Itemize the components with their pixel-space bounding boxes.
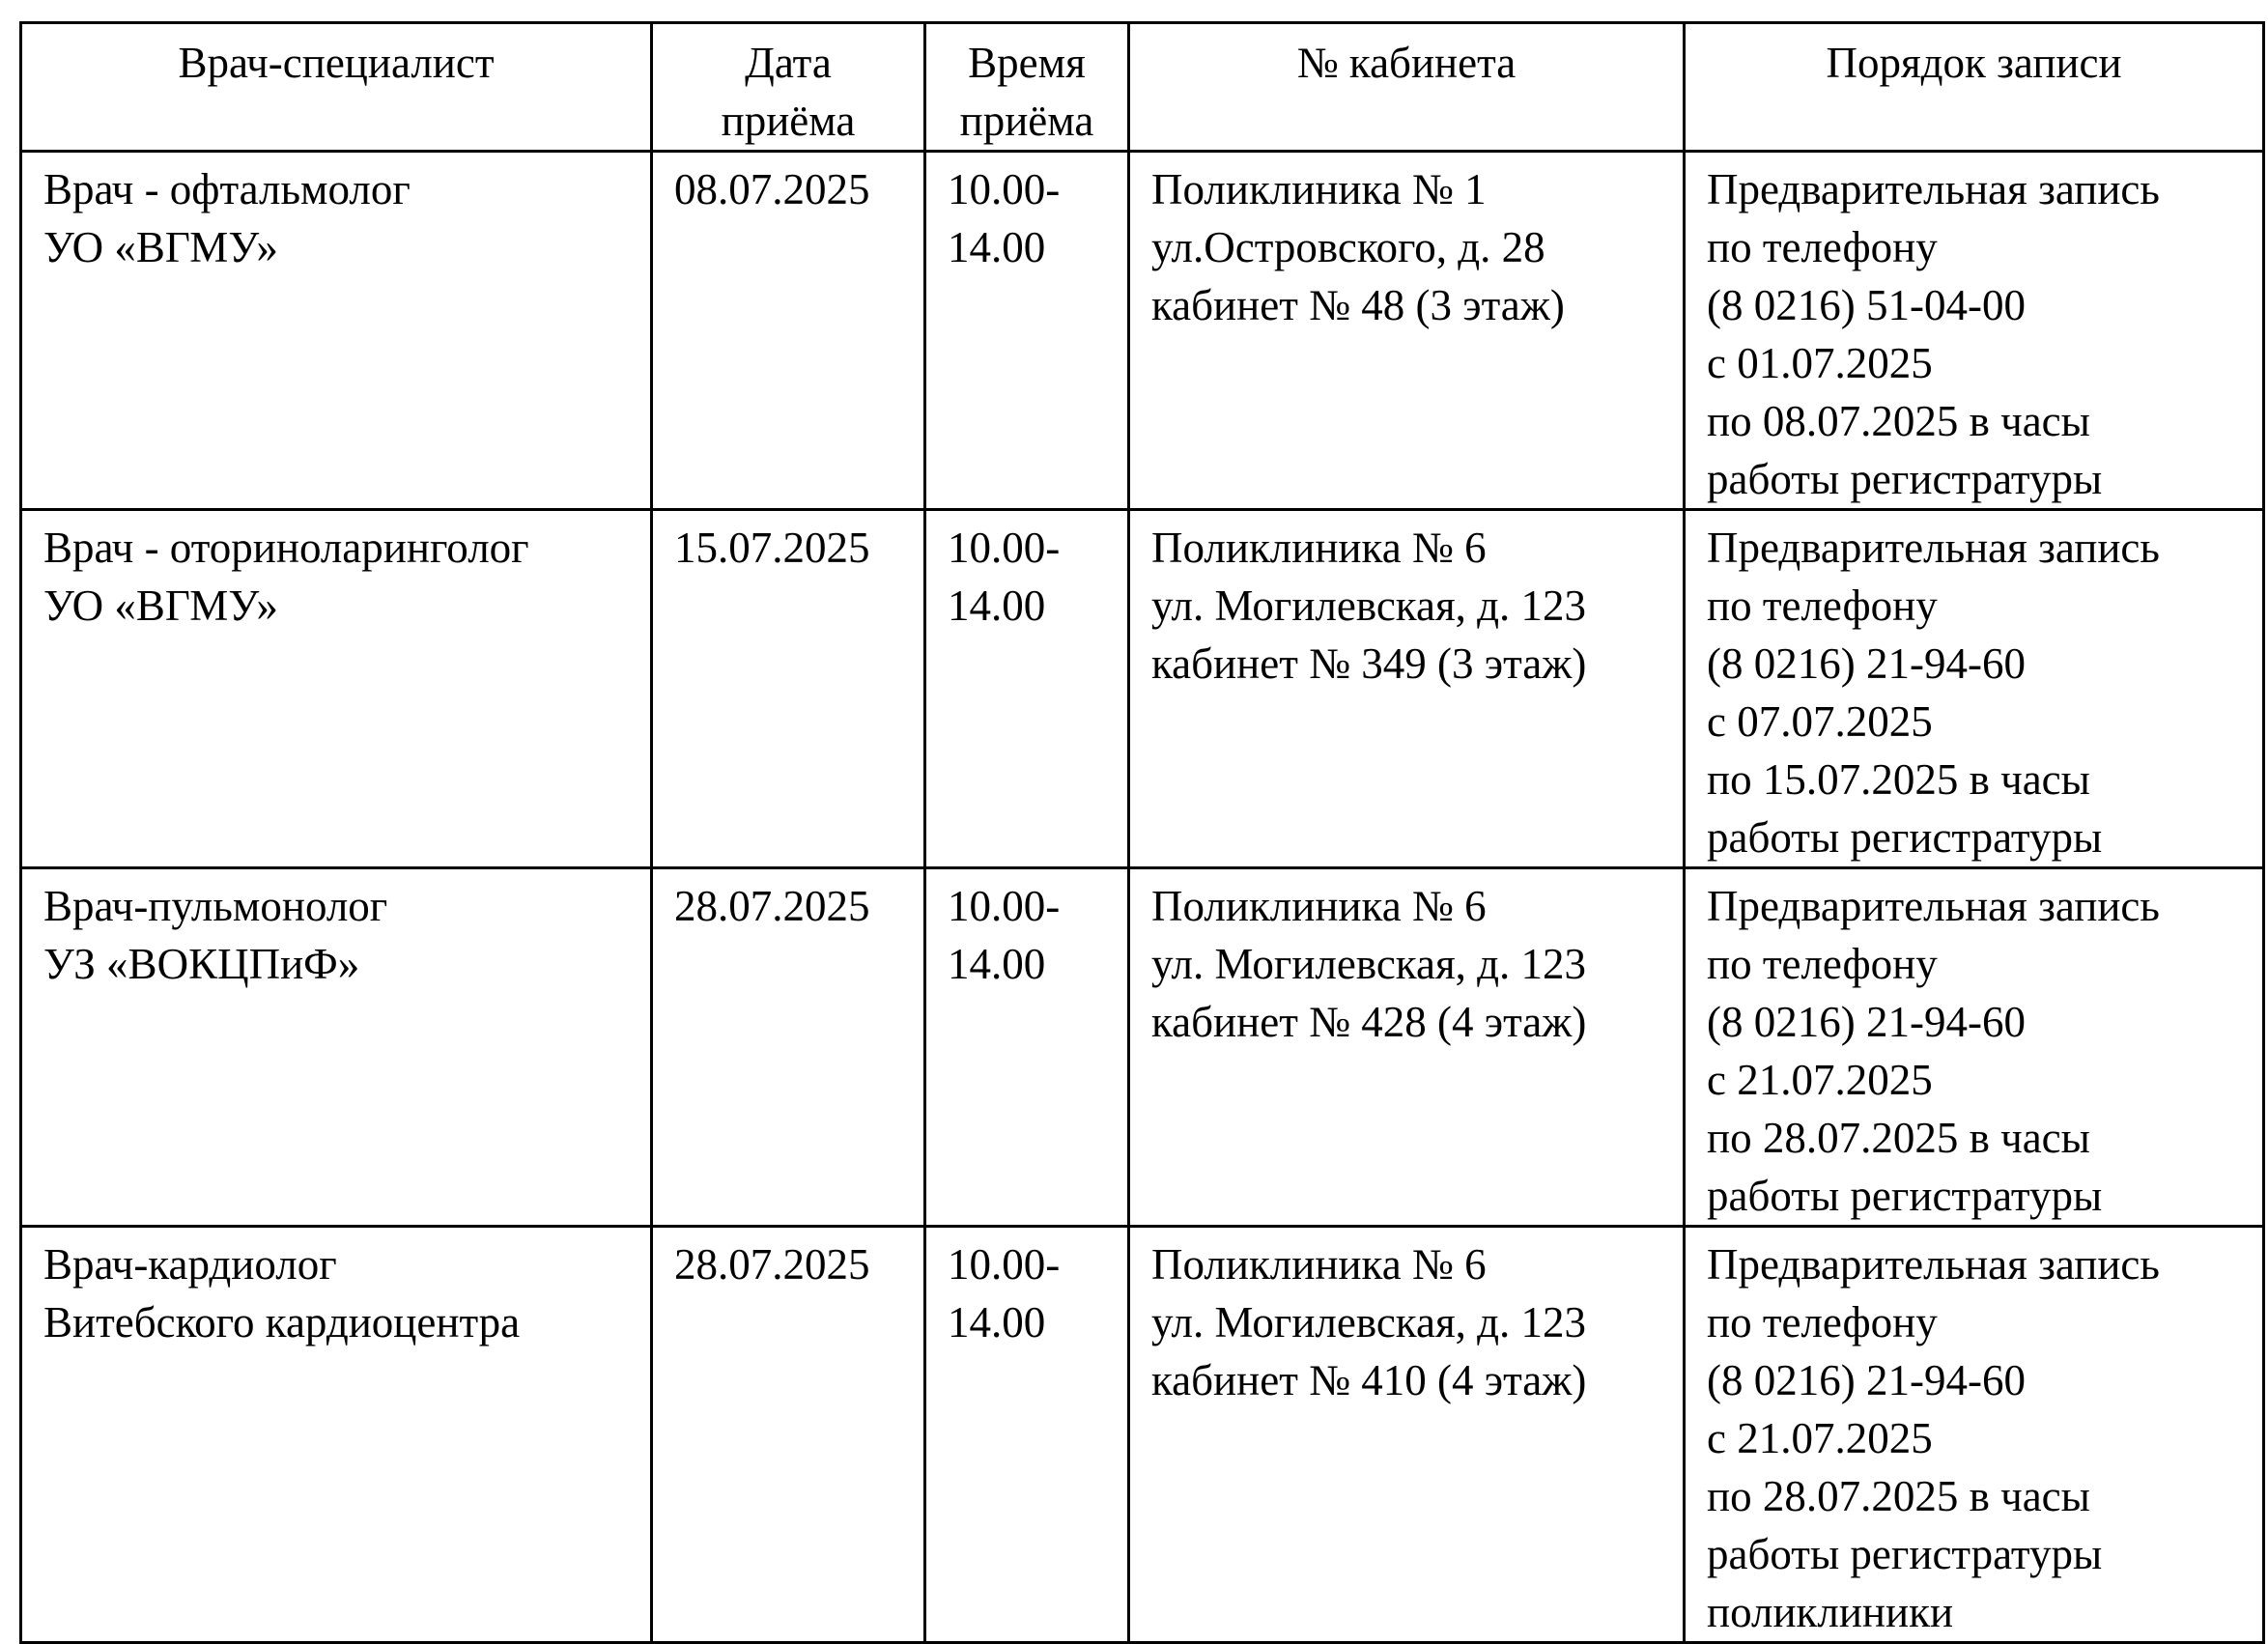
cell-booking: Предварительная запись по телефону (8 0216) 51-04-00 с 01.07.2025 по 08.07.2025 в часы работы регистратуры [1685,152,2264,510]
table-header-row [21,23,2264,152]
table-row [21,152,2264,510]
cell-time: 10.00- 14.00 [925,510,1129,868]
schedule-table [19,21,2265,1644]
cell-date: 28.07.2025 [652,1227,925,1643]
header-room: № кабинета [1129,23,1685,152]
cell-specialist: Врач-кардиолог Витебского кардиоцентра [21,1227,652,1643]
cell-room: Поликлиника № 6 ул. Могилевская, д. 123 кабинет № 349 (3 этаж) [1129,510,1685,868]
header-time: Время приёма [925,23,1129,152]
cell-specialist: Врач - оториноларинголог УО «ВГМУ» [21,510,652,868]
cell-date: 15.07.2025 [652,510,925,868]
cell-specialist: Врач - офтальмолог УО «ВГМУ» [21,152,652,510]
header-booking: Порядок записи [1685,23,2264,152]
cell-booking: Предварительная запись по телефону (8 0216) 21-94-60 с 07.07.2025 по 15.07.2025 в часы работы регистратуры [1685,510,2264,868]
table-row [21,868,2264,1227]
table-row [21,1227,2264,1643]
cell-date: 28.07.2025 [652,868,925,1227]
cell-time: 10.00- 14.00 [925,1227,1129,1643]
cell-room: Поликлиника № 1 ул.Островского, д. 28 кабинет № 48 (3 этаж) [1129,152,1685,510]
cell-room: Поликлиника № 6 ул. Могилевская, д. 123 кабинет № 410 (4 этаж) [1129,1227,1685,1643]
table-row [21,510,2264,868]
cell-specialist: Врач-пульмонолог УЗ «ВОКЦПиФ» [21,868,652,1227]
cell-time: 10.00- 14.00 [925,152,1129,510]
cell-time: 10.00- 14.00 [925,868,1129,1227]
cell-date: 08.07.2025 [652,152,925,510]
cell-room: Поликлиника № 6 ул. Могилевская, д. 123 кабинет № 428 (4 этаж) [1129,868,1685,1227]
header-date: Дата приёма [652,23,925,152]
cell-booking: Предварительная запись по телефону (8 0216) 21-94-60 с 21.07.2025 по 28.07.2025 в часы работы регистратуры [1685,868,2264,1227]
cell-booking: Предварительная запись по телефону (8 0216) 21-94-60 с 21.07.2025 по 28.07.2025 в часы работы регистратуры поликлиники [1685,1227,2264,1643]
header-specialist: Врач-специалист [21,23,652,152]
